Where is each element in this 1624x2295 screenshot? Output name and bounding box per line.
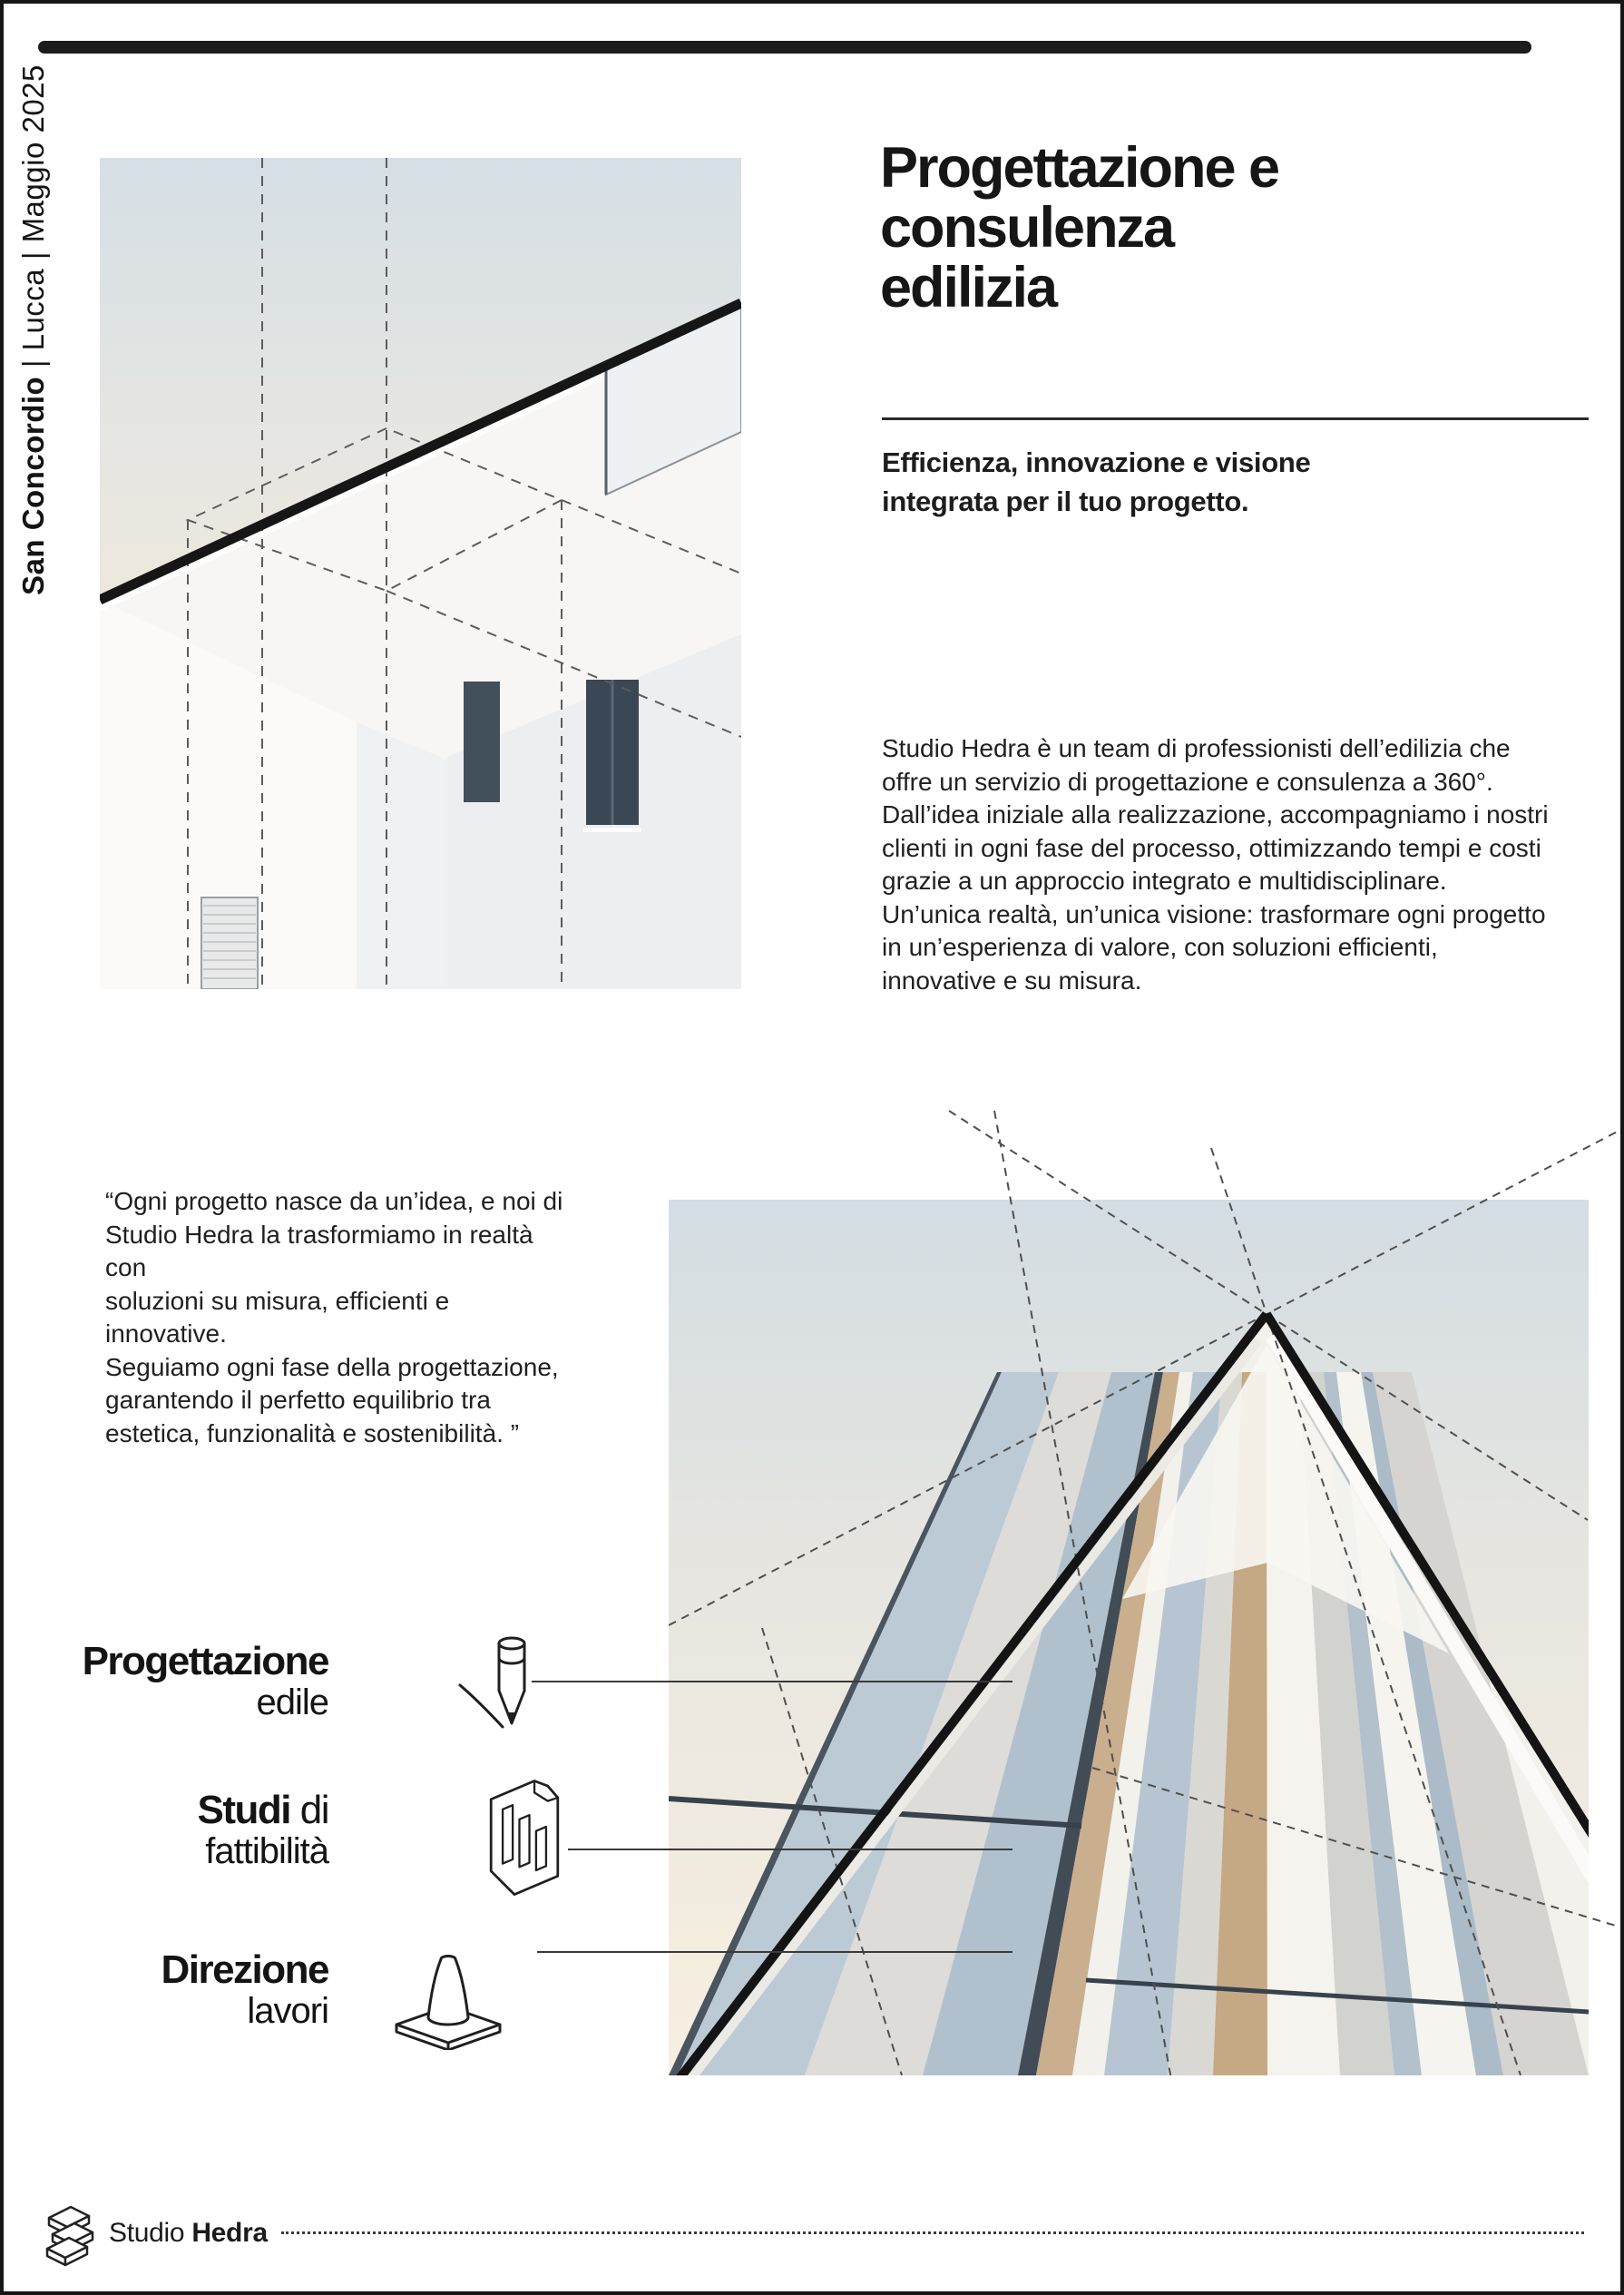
subtitle-line: Efficienza, innovazione e visione [882, 446, 1311, 478]
window-sill [583, 828, 641, 832]
quote-line: “Ogni progetto nasce da un’idea, e noi di [105, 1187, 563, 1215]
service-title [58, 1949, 328, 1991]
masthead-date: | Lucca | Maggio 2025 [16, 64, 50, 377]
quote-line: Studio Hedra la trasformiamo in realtà con [105, 1220, 533, 1281]
leader-line-progettazione [532, 1681, 1013, 1682]
title-divider-rule [882, 417, 1589, 420]
title-line: consulenza [880, 196, 1174, 260]
leader-line-direzione [537, 1951, 1013, 1953]
service-title [58, 1790, 328, 1831]
service-title-rest: di [290, 1788, 328, 1832]
intro-line: innovative e su misura. [882, 966, 1142, 995]
traffic-cone-icon [389, 1950, 507, 2050]
footer-dotted-rule [281, 2231, 1584, 2234]
top-accent-bar [38, 41, 1531, 54]
quote-line: soluzioni su misura, efficienti e innovative. [105, 1286, 450, 1348]
masthead-location: San Concordio [16, 376, 50, 595]
vertical-masthead [16, 64, 65, 595]
intro-line: offre un servizio di progettazione e consulenza a 360°. [882, 767, 1493, 796]
bottom-architecture-photo [669, 1073, 1624, 2075]
subtitle [882, 443, 1517, 521]
leader-line-studi [568, 1849, 1013, 1850]
brand-hedra: Hedra [191, 2218, 268, 2248]
intro-line: Dall’idea iniziale alla realizzazione, accompagniamo i nostri [882, 800, 1549, 829]
service-subtitle: lavori [247, 1991, 328, 2031]
service-studi-fattibilita [58, 1790, 328, 1871]
quote-line: garantendo il perfetto equilibrio tra [105, 1386, 491, 1414]
studio-hedra-isometric-mark [40, 2198, 98, 2267]
service-title [58, 1641, 328, 1682]
service-title-bold: Progettazione [82, 1639, 328, 1683]
brand-studio: Studio [109, 2218, 185, 2248]
service-title-bold: Direzione [161, 1947, 328, 1992]
window-dark-small [464, 682, 500, 802]
top-architecture-photo [100, 158, 741, 989]
pull-quote [105, 1185, 577, 1450]
page-title [880, 138, 1606, 318]
quote-line: estetica, funzionalità e sostenibilità. ” [105, 1418, 520, 1447]
intro-line: grazie a un approccio integrato e multidisciplinare. [882, 867, 1447, 895]
intro-line: Studio Hedra è un team di professionisti dell’edilizia che [882, 734, 1511, 762]
feasibility-chart-card-icon [483, 1775, 566, 1902]
service-title-bold: Studi [197, 1788, 291, 1832]
footer-brand [109, 2218, 268, 2249]
pencil-icon [457, 1633, 534, 1741]
service-direzione-lavori [58, 1949, 328, 2031]
title-line: edilizia [880, 256, 1057, 319]
subtitle-line: integrata per il tuo progetto. [882, 485, 1249, 517]
intro-line: clienti in ogni fase del processo, ottimizzando tempi e costi [882, 833, 1541, 862]
title-line: Progettazione e [880, 136, 1279, 200]
intro-line: Un’unica realtà, un’unica visione: trasformare ogni progetto [882, 899, 1546, 928]
intro-line: in un’esperienza di valore, con soluzioni efficienti, [882, 933, 1438, 961]
quote-line: Seguiamo ogni fase della progettazione, [105, 1352, 559, 1381]
intro-paragraph [882, 732, 1599, 997]
service-subtitle: fattibilità [205, 1831, 328, 1871]
service-subtitle: edile [256, 1682, 328, 1722]
service-progettazione-edile [58, 1641, 328, 1722]
window-with-blinds [201, 897, 258, 989]
